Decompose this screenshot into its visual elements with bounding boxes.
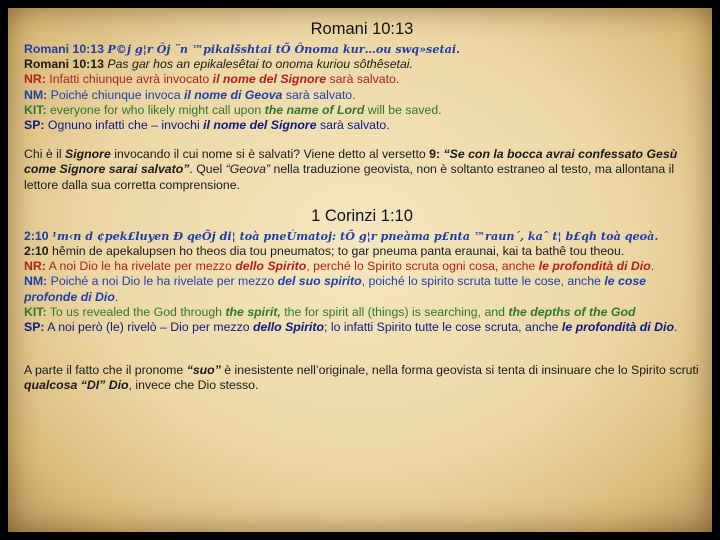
nr-translation-line: NR: A noi Dio le ha rivelate per mezzo dello Spirito, perché lo Spirito scruta ogni cosa, anche le profondità di Dio. [24, 259, 655, 274]
spacer [24, 335, 700, 349]
nm-translation-line: NM: Poiché a noi Dio le ha rivelate per mezzo del suo spirito, poiché lo spirito scruta tutte le cose, anche le cose profonde di Dio. [24, 274, 647, 304]
spacer [24, 133, 700, 147]
greek-verse-line: 2:10 ¹m‹n d ¢pek£luyen Ð qeÕj di¦ toà pneÚmatoj: tÕ g¦r pneàma p£nta ™raun´, kaˆ t¦ b£qh toà qeoà. [24, 228, 659, 243]
sp-translation-line: SP: Ognuno infatti che – invochi il nome del Signore sarà salvato. [24, 118, 390, 133]
greek-verse-line: Romani 10:13 P©j g¦r Ôj ¨n ™pikalšshtai tÕ Ônoma kur…ou swq»setai. [24, 42, 461, 56]
nm-translation-line: NM: Poiché chiunque invoca il nome di Geova sarà salvato. [24, 87, 356, 102]
commentary-paragraph: Chi è il Signore invocando il cui nome si è salvati? Viene detto al versetto 9: “Se con la bocca avrai confessato Gesù come Signore sarai salvato”. Quel “Geova” nella traduzione geovista, non è soltanto estraneo al testo, ma allontana il lettore dalla sua corretta comprensione. [24, 147, 678, 192]
commentary-paragraph: A parte il fatto che il pronome “suo” è inesistente nell’originale, nella forma geovista si tenta di insinuare che lo Spirito scruti qualcosa “DI” Dio, invece che Dio stesso. [24, 363, 699, 393]
nr-translation-line: NR: Infatti chiunque avrà invocato il nome del Signore sarà salvato. [24, 72, 400, 87]
transliteration-line: Romani 10:13 Pas gar hos an epikalesêtai to onoma kuriou sôthêsetai. [24, 57, 413, 72]
transliteration-line: 2:10 hêmin de apekalupsen ho theos dia tou pneumatos; to gar pneuma panta eraunai, kai ta bathê tou theou. [24, 244, 625, 259]
sp-translation-line: SP: A noi però (le) rivelò – Dio per mezzo dello Spirito; lo infatti Spirito tutte le cose scruta, anche le profondità di Dio. [24, 320, 678, 335]
section-title-corinzi: 1 Corinzi 1:10 [311, 206, 413, 225]
document-page [24, 18, 700, 394]
kit-translation-line: KIT: everyone for who likely might call upon the name of Lord will be saved. [24, 102, 442, 117]
slide-background [8, 8, 712, 532]
section-title-romani: Romani 10:13 [310, 20, 414, 38]
spacer [24, 349, 700, 363]
kit-translation-line: KIT: To us revealed the God through the spirit, the for spirit all (things) is searching, and the depths of the God [24, 304, 636, 319]
